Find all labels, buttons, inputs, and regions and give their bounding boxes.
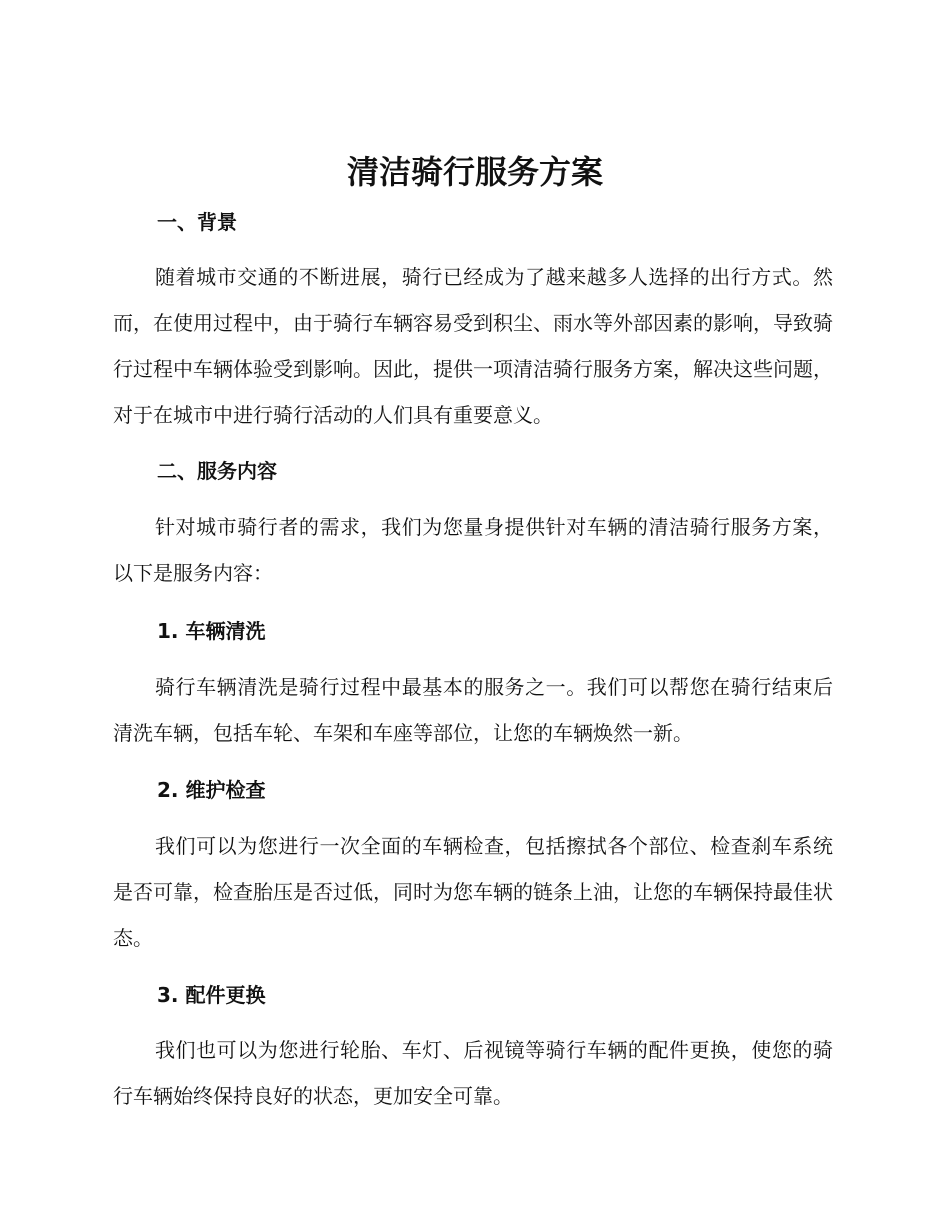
section-heading-background: 一、背景 — [157, 210, 237, 234]
section-heading-maintenance-check: 2. 维护检查 — [157, 778, 266, 802]
section-paragraph-background: 随着城市交通的不断进展，骑行已经成为了越来越多人选择的出行方式。然而，在使用过程中，由于骑行车辆容易受到积尘、雨水等外部因素的影响，导致骑行过程中车辆体验受到影响。因此，提供一项清洁骑行服务方案，解决这些问题，对于在城市中进行骑行活动的人们具有重要意义。 — [113, 265, 833, 427]
section-heading-parts-replacement: 3. 配件更换 — [157, 983, 266, 1007]
section-heading-vehicle-cleaning: 1. 车辆清洗 — [157, 619, 266, 643]
section-paragraph-maintenance-check: 我们可以为您进行一次全面的车辆检查，包括擦拭各个部位、检查刹车系统是否可靠，检查胎压是否过低，同时为您车辆的链条上油，让您的车辆保持最佳状态。 — [113, 834, 833, 950]
section-paragraph-parts-replacement: 我们也可以为您进行轮胎、车灯、后视镜等骑行车辆的配件更换，使您的骑行车辆始终保持良好的状态，更加安全可靠。 — [113, 1038, 833, 1108]
section-paragraph-service-content: 针对城市骑行者的需求，我们为您量身提供针对车辆的清洁骑行服务方案，以下是服务内容： — [113, 515, 833, 585]
section-paragraph-vehicle-cleaning: 骑行车辆清洗是骑行过程中最基本的服务之一。我们可以帮您在骑行结束后清洗车辆，包括车轮、车架和车座等部位，让您的车辆焕然一新。 — [113, 675, 833, 745]
section-heading-service-content: 二、服务内容 — [157, 459, 277, 483]
document-title: 清洁骑行服务方案 — [346, 153, 603, 191]
